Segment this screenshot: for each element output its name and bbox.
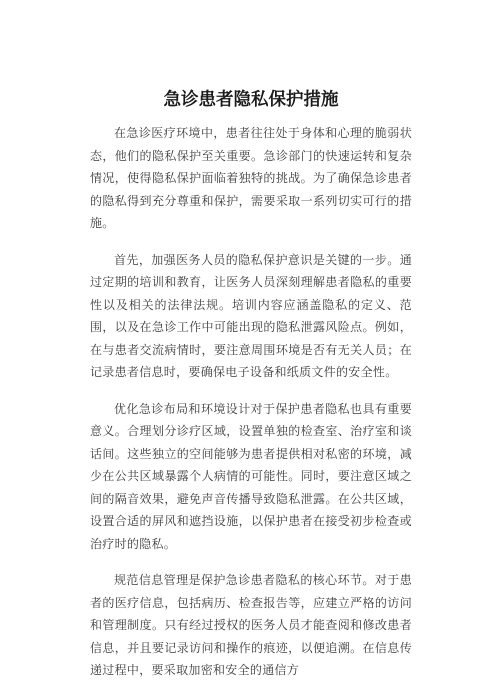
document-body xyxy=(90,122,412,696)
paragraph-staff-awareness: 首先，加强医务人员的隐私保护意识是关键的一步。通过定期的培训和教育，让医务人员深刻理解患者隐私的重要性以及相关的法律法规。培训内容应涵盖隐私的定义、范围，以及在急诊工作中可能出现的隐私泄露风险点。例如，在与患者交流病情时，要注意周围环境是否有无关人员；在记录患者信息时，要确保电子设备和纸质文件的安全性。 xyxy=(90,252,412,379)
document-title: 急诊患者隐私保护措施 xyxy=(163,90,339,110)
paragraph-information-management: 规范信息管理是保护急诊患者隐私的核心环节。对于患者的医疗信息，包括病历、检查报告等，应建立严格的访问和管理制度。只有经过授权的医务人员才能查阅和修改患者信息，并且要记录访问和操作的痕迹，以便追溯。在信息传递过程中，要采取加密和安全的通信方 xyxy=(90,573,412,677)
paragraph-intro: 在急诊医疗环境中，患者往往处于身体和心理的脆弱状态，他们的隐私保护至关重要。急诊部门的快速运转和复杂情况，使得隐私保护面临着独特的挑战。为了确保急诊患者的隐私得到充分尊重和保护，需要采取一系列切实可行的措施。 xyxy=(90,126,412,230)
paragraph-layout-design: 优化急诊布局和环境设计对于保护患者隐私也具有重要意义。合理划分诊疗区域，设置单独的检查室、治疗室和谈话间。这些独立的空间能够为患者提供相对私密的环境，减少在公共区域暴露个人病情的可能性。同时，要注意区域之间的隔音效果，避免声音传播导致隐私泄露。在公共区域，设置合适的屏风和遮挡设施，以保护患者在接受初步检查或治疗时的隐私。 xyxy=(90,401,412,551)
